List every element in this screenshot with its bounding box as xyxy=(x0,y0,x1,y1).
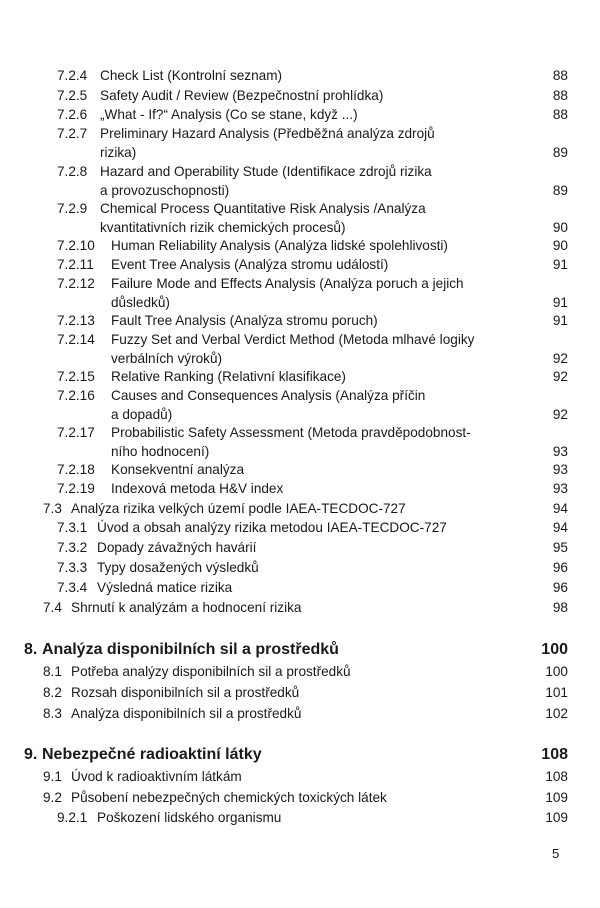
toc-number: 8.3 xyxy=(43,706,62,721)
toc-entry-7-2-13 xyxy=(57,312,568,331)
toc-number: 9.1 xyxy=(43,769,62,784)
toc-entry-7-2-9 xyxy=(57,200,568,237)
toc-title: Indexová metoda H&V index xyxy=(111,481,284,496)
toc-entry-7-2-4 xyxy=(57,67,568,86)
toc-number: 7.2.5 xyxy=(57,88,88,103)
toc-title: Analýza disponibilních sil a prostředků xyxy=(71,706,302,721)
toc-title: Úvod k radioaktivním látkám xyxy=(71,769,242,784)
toc-number: 9.2 xyxy=(43,790,62,805)
toc-number: 9.2.1 xyxy=(57,810,88,825)
toc-number: 7.2.16 xyxy=(57,388,95,403)
toc-entry-7-2-16 xyxy=(57,387,568,424)
toc-title: Causes and Consequences Analysis (Analýza příčin a dopadů) xyxy=(111,388,426,422)
toc-number: 7.3.4 xyxy=(57,580,88,595)
toc-entry-7-2-19 xyxy=(57,480,568,499)
toc-entry-7-2-8 xyxy=(57,163,568,200)
toc-number: 8.2 xyxy=(43,685,62,700)
toc-page-number: 100 xyxy=(541,641,568,658)
toc-number: 7.4 xyxy=(43,600,62,615)
toc-title: Konsekventní analýza xyxy=(111,462,245,477)
toc-number: 7.2.19 xyxy=(57,481,95,496)
toc-number: 7.2.11 xyxy=(57,257,94,272)
toc-chapter-9 xyxy=(24,745,568,765)
toc-title: Human Reliability Analysis (Analýza lidské spolehlivosti) xyxy=(111,238,448,253)
toc-title: Působení nebezpečných chemických toxických látek xyxy=(71,790,387,805)
toc-number: 8.1 xyxy=(43,664,62,679)
toc-title: Analýza rizika velkých území podle IAEA-TECDOC-727 xyxy=(71,501,406,516)
toc-page-number: 108 xyxy=(545,769,568,784)
toc-page-number: 89 xyxy=(552,182,568,198)
toc-entry-8-3 xyxy=(43,705,568,724)
toc-page-number: 109 xyxy=(545,810,568,825)
toc-title: Potřeba analýzy disponibilních sil a prostředků xyxy=(71,664,351,679)
toc-number: 7.2.7 xyxy=(57,126,88,141)
toc-title: Poškození lidského organismu xyxy=(97,810,282,825)
toc-title: Safety Audit / Review (Bezpečnostní prohlídka) xyxy=(100,88,384,103)
toc-entry-9-2-1 xyxy=(57,809,568,828)
toc-entry-7-2-6 xyxy=(57,106,568,125)
toc-number: 7.3.1 xyxy=(57,520,88,535)
toc-title: Probabilistic Safety Assessment (Metoda pravděpodobnost- ního hodnocení) xyxy=(111,425,471,459)
toc-page-number: 90 xyxy=(552,219,568,235)
toc-page-number: 93 xyxy=(552,462,568,477)
toc-title: Hazard and Operability Stude (Identifikace zdrojů rizika a provozuschopnosti) xyxy=(100,164,432,198)
toc-page-number: 90 xyxy=(552,238,568,253)
toc-page-number: 93 xyxy=(552,481,568,496)
toc-number: 7.2.18 xyxy=(57,462,95,477)
toc-page-number: 98 xyxy=(552,600,568,615)
toc-entry-7-3-3 xyxy=(57,559,568,578)
toc-chapter-title: Analýza disponibilních sil a prostředků xyxy=(42,641,339,658)
toc-entry-7-2-7 xyxy=(57,125,568,162)
toc-title: „What - If?“ Analysis (Co se stane, když ...) xyxy=(100,107,358,122)
toc-title: Dopady závažných havárií xyxy=(97,540,257,555)
toc-page-number: 108 xyxy=(541,746,568,763)
toc-number: 7.3 xyxy=(43,501,62,516)
toc-number: 7.2.8 xyxy=(57,164,88,179)
page-number: 5 xyxy=(552,846,560,861)
toc-title: Rozsah disponibilních sil a prostředků xyxy=(71,685,300,700)
toc-page-number: 93 xyxy=(552,443,568,459)
toc-page-number: 91 xyxy=(552,313,568,328)
toc-page-number: 102 xyxy=(545,706,568,721)
toc-entry-7-2-10 xyxy=(57,237,568,256)
toc-number: 7.2.6 xyxy=(57,107,88,122)
toc-entry-7-3-4 xyxy=(57,579,568,598)
toc-entry-7-2-14 xyxy=(57,331,568,368)
toc-entry-8-1 xyxy=(43,663,568,682)
toc-entry-7-3 xyxy=(43,500,568,519)
toc-page-number: 92 xyxy=(552,369,568,384)
toc-title: Chemical Process Quantitative Risk Analysis /Analýza kvantitativních rizik chemických procesů) xyxy=(100,201,426,235)
toc-entry-7-4 xyxy=(43,599,568,618)
toc-number: 9. xyxy=(24,746,38,763)
toc-page-number: 89 xyxy=(552,144,568,160)
toc-entry-7-2-15 xyxy=(57,368,568,387)
toc-entry-9-1 xyxy=(43,768,568,787)
toc-entry-7-2-18 xyxy=(57,461,568,480)
toc-title: Relative Ranking (Relativní klasifikace) xyxy=(111,369,346,384)
toc-entry-8-2 xyxy=(43,684,568,703)
toc-entry-9-2 xyxy=(43,789,568,808)
toc-page-number: 88 xyxy=(552,107,568,122)
toc-number: 7.2.9 xyxy=(57,201,88,216)
toc-number: 7.2.4 xyxy=(57,68,88,83)
toc-page-number: 91 xyxy=(552,257,568,272)
toc-number: 7.2.10 xyxy=(57,238,95,253)
toc-page-number: 96 xyxy=(552,560,568,575)
toc-page-number: 92 xyxy=(552,350,568,366)
toc-title: Event Tree Analysis (Analýza stromu událostí) xyxy=(111,257,389,272)
toc-page-number: 96 xyxy=(552,580,568,595)
toc-title: Fault Tree Analysis (Analýza stromu poruch) xyxy=(111,313,378,328)
toc-page-number: 109 xyxy=(545,790,568,805)
toc-chapter-8 xyxy=(24,640,568,660)
toc-entry-7-2-12 xyxy=(57,275,568,312)
toc-entry-7-2-11 xyxy=(57,256,568,275)
toc-number: 7.2.15 xyxy=(57,369,95,384)
toc-number: 7.3.2 xyxy=(57,540,88,555)
toc-title: Check List (Kontrolní seznam) xyxy=(100,68,283,83)
toc-page-number: 95 xyxy=(552,540,568,555)
toc-number: 7.2.17 xyxy=(57,425,95,440)
toc-title: Typy dosažených výsledků xyxy=(97,560,259,575)
toc-page-number: 94 xyxy=(552,520,568,535)
toc-page-number: 88 xyxy=(552,88,568,103)
toc-page-number: 94 xyxy=(552,501,568,516)
toc-entry-7-3-1 xyxy=(57,519,568,538)
toc-number: 7.2.13 xyxy=(57,313,95,328)
toc-number: 7.3.3 xyxy=(57,560,88,575)
toc-number: 8. xyxy=(24,641,38,658)
toc-entry-7-3-2 xyxy=(57,539,568,558)
toc-chapter-title: Nebezpečné radioaktiní látky xyxy=(42,746,262,763)
toc-entry-7-2-5 xyxy=(57,87,568,106)
toc-title: Fuzzy Set and Verbal Verdict Method (Metoda mlhavé logiky verbálních výroků) xyxy=(111,332,475,366)
toc-title: Failure Mode and Effects Analysis (Analýza poruch a jejich důsledků) xyxy=(111,276,464,310)
toc-number: 7.2.14 xyxy=(57,332,95,347)
toc-number: 7.2.12 xyxy=(57,276,95,291)
toc-page-number: 101 xyxy=(545,685,568,700)
toc-page-number: 88 xyxy=(552,68,568,83)
toc-title: Úvod a obsah analýzy rizika metodou IAEA-TECDOC-727 xyxy=(97,520,447,535)
toc-page-number: 91 xyxy=(552,294,568,310)
toc-page-number: 100 xyxy=(545,664,568,679)
toc-title: Shrnutí k analýzám a hodnocení rizika xyxy=(71,600,302,615)
toc-title: Výsledná matice rizika xyxy=(97,580,233,595)
toc-page-number: 92 xyxy=(552,406,568,422)
toc-entry-7-2-17 xyxy=(57,424,568,461)
toc-title: Preliminary Hazard Analysis (Předběžná analýza zdrojů rizika) xyxy=(100,126,435,160)
